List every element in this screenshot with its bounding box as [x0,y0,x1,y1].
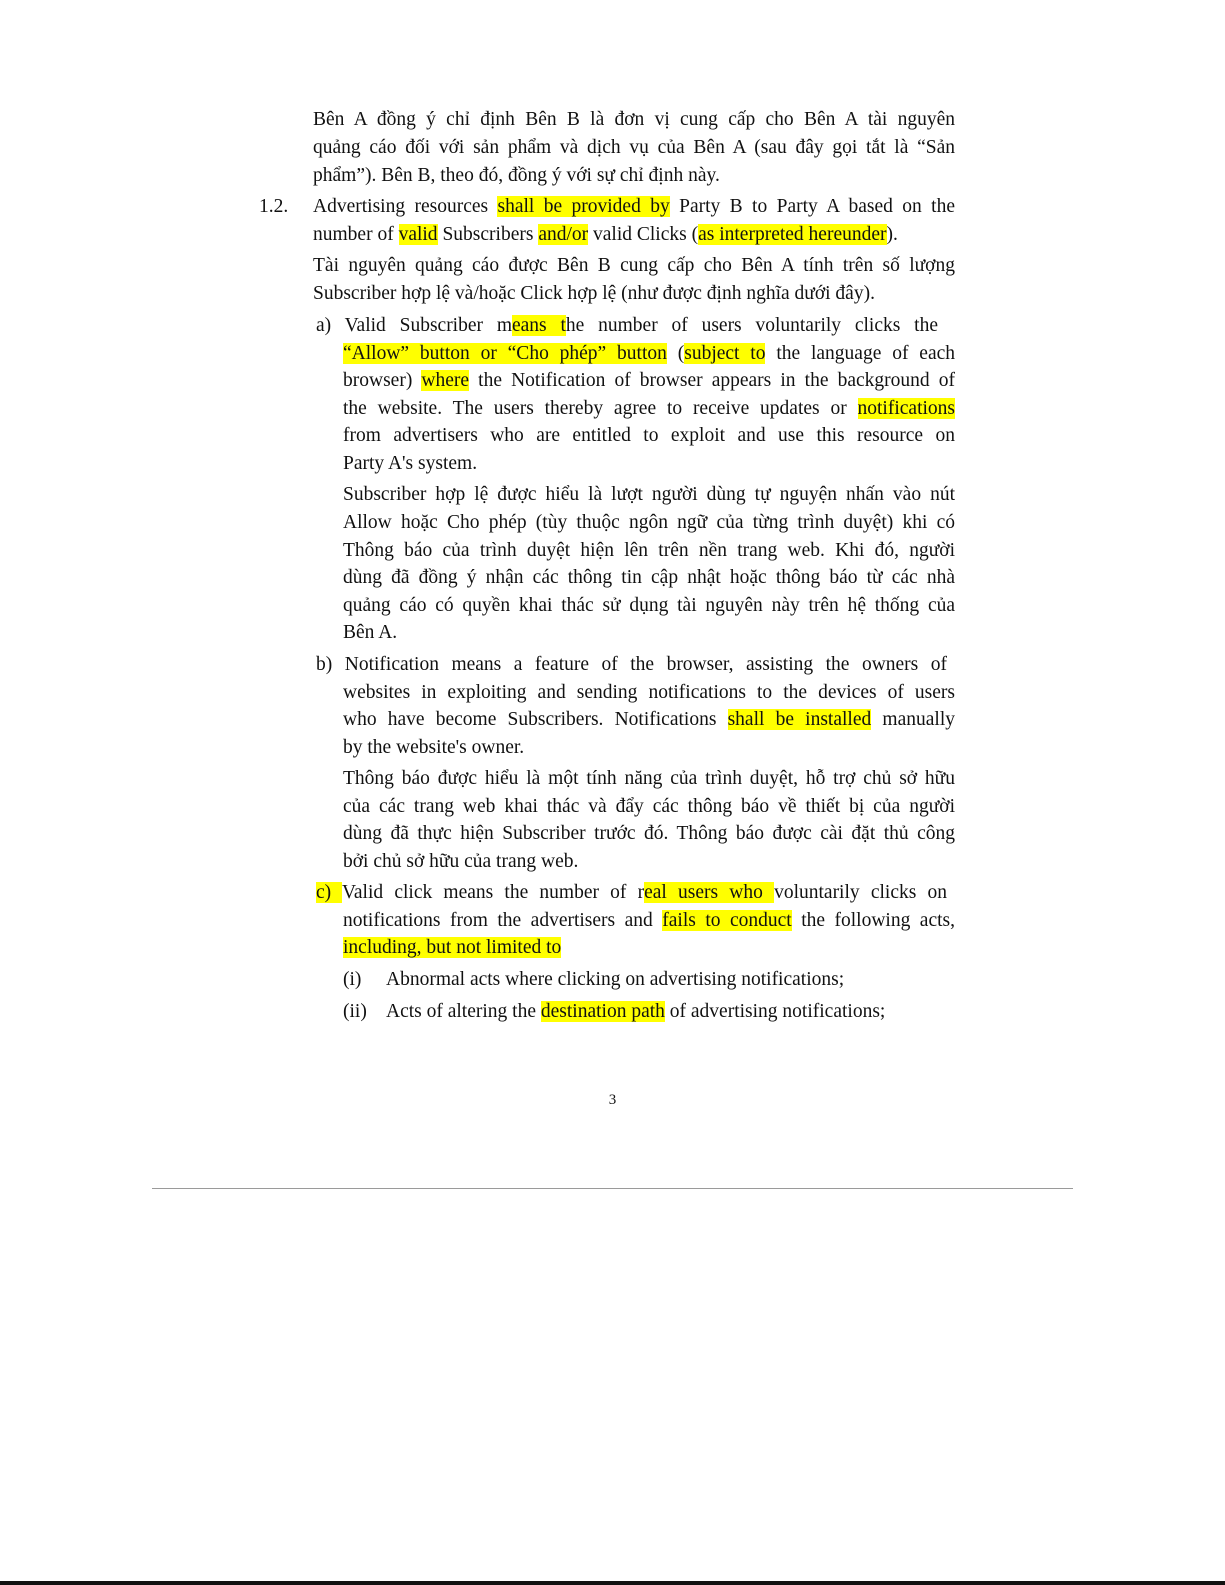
highlight: c) [316,882,342,903]
item-a-vi-line-2: Allow hoặc Cho phép (tùy thuộc ngôn ngữ của từng trình duyệt) khi có [343,512,955,533]
highlight: shall be provided by [497,196,670,217]
item-c-line-2: notifications from the advertisers and fails to conduct the following acts, [343,910,955,931]
sub-item-text: Acts of altering the destination path of advertising notifications; [386,1001,886,1022]
item-b-vi-line-3: dùng đã thực hiện Subscriber trước đó. Thông báo được cài đặt thủ công [343,823,955,844]
intro-line-3: phẩm”). Bên B, theo đó, đồng ý với sự chỉ định này. [313,165,720,186]
item-b-vi-line-4: bởi chủ sở hữu của trang web. [343,851,579,872]
item-a-line-5: from advertisers who are entitled to exploit and use this resource on [343,425,955,446]
item-a-vi-line-6: Bên A. [343,622,398,643]
highlight: valid [398,224,438,245]
bottom-edge [0,1581,1225,1585]
highlight: and/or [538,224,589,245]
highlight: shall be installed [727,709,872,730]
s12-line-2: number of valid Subscribers and/or valid Clicks (as interpreted hereunder). [313,224,898,245]
highlight: eans t [512,315,566,336]
item-b-line-4: by the website's owner. [343,737,525,758]
item-a-vi-line-1: Subscriber hợp lệ được hiểu là lượt người dùng tự nguyện nhấn vào nút [343,484,955,505]
page-separator [152,1188,1073,1189]
s12-line-1: Advertising resources shall be provided by Party B to Party A based on the [313,196,955,217]
highlight: fails to conduct [662,910,792,931]
sub-item-marker: (ii) [343,1001,367,1022]
item-a-vi-line-4: dùng đã đồng ý nhận các thông tin cập nhật hoặc thông báo từ các nhà [343,567,955,588]
item-b-vi-line-2: của các trang web khai thác và đẩy các thông báo về thiết bị của người [343,796,955,817]
intro-line-2: quảng cáo đối với sản phẩm và dịch vụ của Bên A (sau đây gọi tắt là “Sản [313,137,955,158]
item-c-line-1: c) Valid click means the number of real users who voluntarily clicks on [316,882,948,903]
item-a-line-2: “Allow” button or “Cho phép” button (subject to the language of each [343,343,956,364]
sub-item-text: Abnormal acts where clicking on advertising notifications; [386,969,845,990]
item-c-line-3 [343,934,561,962]
highlight: as interpreted hereunder [698,224,887,245]
s12-vi-line-2: Subscriber hợp lệ và/hoặc Click hợp lệ (như được định nghĩa dưới đây). [313,283,875,304]
item-a-vi-line-3: Thông báo của trình duyệt hiện lên trên nền trang web. Khi đó, người [343,540,955,561]
highlight: notifications [857,398,955,419]
item-a-line-6: Party A's system. [343,453,478,474]
highlight: who [729,882,775,903]
item-b-vi-line-1: Thông báo được hiểu là một tính năng của trình duyệt, hỗ trợ chủ sở hữu [343,768,955,789]
item-a-line-1: a) Valid Subscriber means the number of users voluntarily clicks the [316,315,938,336]
s12-vi-line-1: Tài nguyên quảng cáo được Bên B cung cấp cho Bên A tính trên số lượng [313,255,955,276]
item-b-line-3: who have become Subscribers. Notifications shall be installed manually [343,709,955,730]
section-number: 1.2. [259,196,289,217]
intro-line-1: Bên A đồng ý chỉ định Bên B là đơn vị cung cấp cho Bên A tài nguyên [313,109,955,130]
sub-item-marker: (i) [343,969,362,990]
item-b-line-1: b) Notification means a feature of the browser, assisting the owners of [316,654,947,675]
highlight: subject to [684,343,766,364]
page-number: 3 [608,1092,617,1108]
highlight: “Allow” button or “Cho phép” button [343,343,667,364]
highlight: including, but not limited to [343,937,562,958]
highlight: where [421,370,470,391]
highlight: eal users [644,882,730,903]
item-a-line-3: browser) where the Notification of browser appears in the background of [343,370,955,391]
item-a-line-4: the website. The users thereby agree to receive updates or notifications [343,398,955,419]
highlight: destination path [540,1001,665,1022]
item-a-vi-line-5: quảng cáo có quyền khai thác sử dụng tài nguyên này trên hệ thống của [343,595,955,616]
item-b-line-2: websites in exploiting and sending notifications to the devices of users [343,682,955,703]
